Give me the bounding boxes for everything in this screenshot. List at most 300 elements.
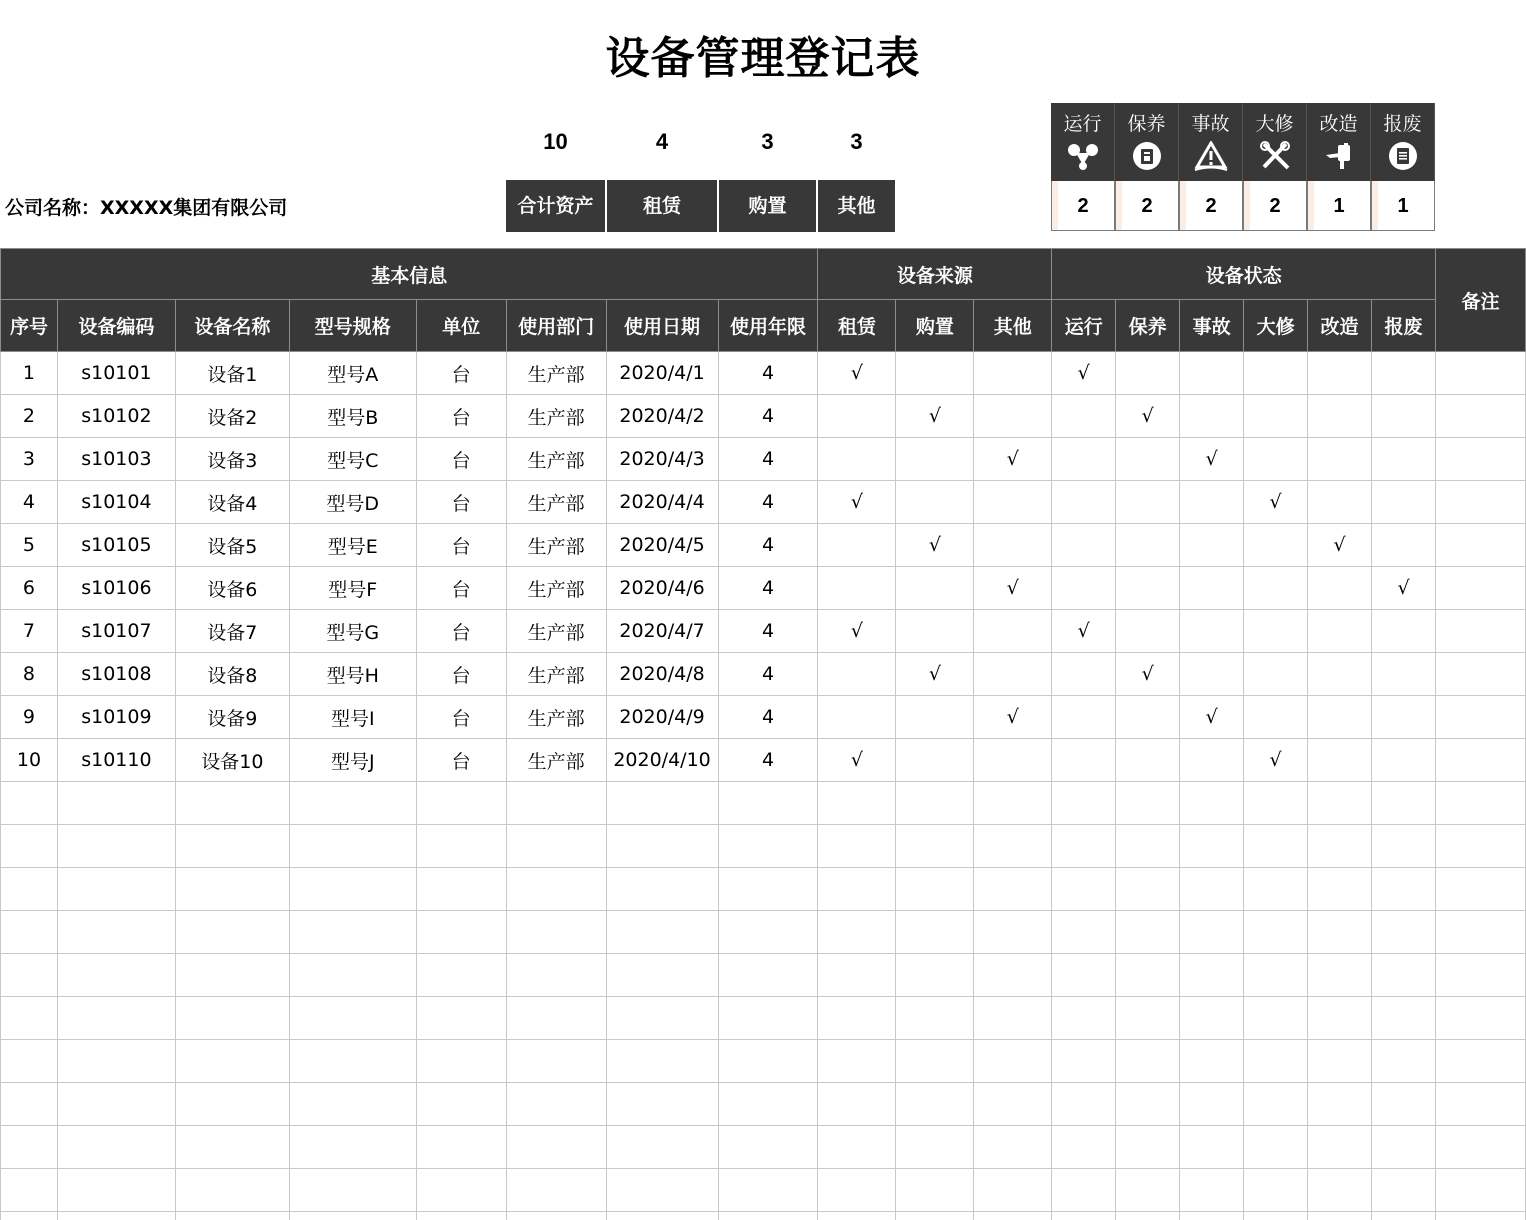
empty-cell[interactable] <box>896 1040 974 1083</box>
table-cell[interactable]: 2020/4/9 <box>606 696 718 739</box>
table-cell[interactable]: √ <box>974 567 1052 610</box>
empty-cell[interactable] <box>1372 954 1436 997</box>
empty-cell[interactable] <box>1052 1212 1116 1220</box>
table-cell[interactable] <box>1244 352 1308 395</box>
empty-cell[interactable] <box>506 1040 606 1083</box>
empty-cell[interactable] <box>289 911 416 954</box>
empty-cell[interactable] <box>818 1083 896 1126</box>
empty-cell[interactable] <box>416 868 506 911</box>
table-cell[interactable] <box>1180 653 1244 696</box>
table-cell[interactable]: s10104 <box>57 481 175 524</box>
table-cell[interactable]: √ <box>1180 438 1244 481</box>
table-cell[interactable]: 4 <box>718 696 818 739</box>
table-cell[interactable]: 4 <box>718 524 818 567</box>
table-cell[interactable]: 型号F <box>289 567 416 610</box>
table-cell[interactable]: 生产部 <box>506 610 606 653</box>
empty-cell[interactable] <box>1244 868 1308 911</box>
table-cell[interactable] <box>974 653 1052 696</box>
empty-cell[interactable] <box>1435 825 1525 868</box>
empty-cell[interactable] <box>1 1169 58 1212</box>
empty-cell[interactable] <box>506 1126 606 1169</box>
empty-cell[interactable] <box>1435 1083 1525 1126</box>
empty-cell[interactable] <box>1372 1169 1436 1212</box>
table-cell[interactable]: 7 <box>1 610 58 653</box>
table-cell[interactable] <box>1052 739 1116 782</box>
empty-cell[interactable] <box>57 954 175 997</box>
empty-cell[interactable] <box>175 782 289 825</box>
empty-cell[interactable] <box>1308 868 1372 911</box>
empty-cell[interactable] <box>289 1126 416 1169</box>
empty-cell[interactable] <box>718 825 818 868</box>
empty-cell[interactable] <box>1435 1169 1525 1212</box>
empty-cell[interactable] <box>416 997 506 1040</box>
table-cell[interactable] <box>818 395 896 438</box>
empty-cell[interactable] <box>506 954 606 997</box>
table-cell[interactable]: 设备4 <box>175 481 289 524</box>
empty-cell[interactable] <box>818 868 896 911</box>
empty-cell[interactable] <box>1180 782 1244 825</box>
empty-cell[interactable] <box>1052 997 1116 1040</box>
table-cell[interactable] <box>1435 438 1525 481</box>
empty-cell[interactable] <box>506 825 606 868</box>
table-cell[interactable] <box>1116 696 1180 739</box>
empty-cell[interactable] <box>1180 954 1244 997</box>
empty-cell[interactable] <box>1116 954 1180 997</box>
table-cell[interactable] <box>1372 352 1436 395</box>
table-cell[interactable]: 2020/4/10 <box>606 739 718 782</box>
empty-cell[interactable] <box>57 782 175 825</box>
table-cell[interactable]: 台 <box>416 610 506 653</box>
table-cell[interactable]: 4 <box>718 610 818 653</box>
table-cell[interactable] <box>1308 438 1372 481</box>
empty-cell[interactable] <box>1372 782 1436 825</box>
table-cell[interactable]: 2020/4/4 <box>606 481 718 524</box>
empty-cell[interactable] <box>818 1040 896 1083</box>
table-cell[interactable] <box>1180 352 1244 395</box>
empty-cell[interactable] <box>1052 1083 1116 1126</box>
empty-cell[interactable] <box>1 1083 58 1126</box>
table-cell[interactable] <box>1180 395 1244 438</box>
empty-cell[interactable] <box>1180 1083 1244 1126</box>
empty-cell[interactable] <box>57 868 175 911</box>
empty-cell[interactable] <box>606 868 718 911</box>
empty-cell[interactable] <box>1372 911 1436 954</box>
empty-cell[interactable] <box>1052 1126 1116 1169</box>
empty-cell[interactable] <box>896 825 974 868</box>
empty-cell[interactable] <box>57 1083 175 1126</box>
empty-cell[interactable] <box>175 1169 289 1212</box>
table-cell[interactable]: 3 <box>1 438 58 481</box>
table-cell[interactable] <box>1052 567 1116 610</box>
table-cell[interactable]: √ <box>1052 352 1116 395</box>
table-cell[interactable]: 台 <box>416 481 506 524</box>
table-cell[interactable]: √ <box>1180 696 1244 739</box>
empty-cell[interactable] <box>1180 1169 1244 1212</box>
table-cell[interactable] <box>896 610 974 653</box>
table-cell[interactable]: √ <box>896 395 974 438</box>
table-cell[interactable]: 设备9 <box>175 696 289 739</box>
table-cell[interactable]: 2020/4/1 <box>606 352 718 395</box>
table-cell[interactable] <box>1308 739 1372 782</box>
table-cell[interactable] <box>974 739 1052 782</box>
table-cell[interactable]: 生产部 <box>506 739 606 782</box>
empty-cell[interactable] <box>1372 1083 1436 1126</box>
empty-cell[interactable] <box>896 954 974 997</box>
empty-cell[interactable] <box>718 1169 818 1212</box>
empty-cell[interactable] <box>1308 1169 1372 1212</box>
empty-cell[interactable] <box>718 1126 818 1169</box>
empty-cell[interactable] <box>1372 868 1436 911</box>
table-cell[interactable] <box>1244 696 1308 739</box>
table-cell[interactable]: 1 <box>1 352 58 395</box>
empty-cell[interactable] <box>416 954 506 997</box>
empty-cell[interactable] <box>1435 782 1525 825</box>
table-cell[interactable]: 台 <box>416 524 506 567</box>
table-cell[interactable] <box>1180 481 1244 524</box>
empty-cell[interactable] <box>974 1083 1052 1126</box>
table-cell[interactable]: 4 <box>718 395 818 438</box>
empty-cell[interactable] <box>175 997 289 1040</box>
empty-cell[interactable] <box>1116 1040 1180 1083</box>
table-cell[interactable]: s10101 <box>57 352 175 395</box>
empty-cell[interactable] <box>1180 911 1244 954</box>
table-cell[interactable]: 型号I <box>289 696 416 739</box>
table-cell[interactable] <box>1308 352 1372 395</box>
empty-cell[interactable] <box>289 1169 416 1212</box>
table-cell[interactable]: 6 <box>1 567 58 610</box>
table-cell[interactable] <box>1244 524 1308 567</box>
empty-cell[interactable] <box>1372 997 1436 1040</box>
empty-cell[interactable] <box>718 997 818 1040</box>
table-cell[interactable] <box>1435 567 1525 610</box>
empty-cell[interactable] <box>1435 954 1525 997</box>
table-cell[interactable]: 2020/4/6 <box>606 567 718 610</box>
table-cell[interactable] <box>974 352 1052 395</box>
empty-cell[interactable] <box>1052 1040 1116 1083</box>
table-cell[interactable] <box>1244 438 1308 481</box>
table-cell[interactable] <box>1372 395 1436 438</box>
table-cell[interactable]: 4 <box>718 567 818 610</box>
empty-cell[interactable] <box>974 782 1052 825</box>
table-cell[interactable] <box>1180 610 1244 653</box>
empty-cell[interactable] <box>818 1169 896 1212</box>
empty-cell[interactable] <box>606 1169 718 1212</box>
empty-cell[interactable] <box>506 782 606 825</box>
empty-cell[interactable] <box>1435 1126 1525 1169</box>
table-cell[interactable]: 设备3 <box>175 438 289 481</box>
empty-cell[interactable] <box>175 1212 289 1220</box>
empty-cell[interactable] <box>974 1212 1052 1220</box>
table-cell[interactable] <box>1308 481 1372 524</box>
empty-cell[interactable] <box>416 1212 506 1220</box>
table-cell[interactable]: 设备2 <box>175 395 289 438</box>
table-cell[interactable] <box>1372 653 1436 696</box>
empty-cell[interactable] <box>1308 1040 1372 1083</box>
empty-cell[interactable] <box>1 954 58 997</box>
empty-cell[interactable] <box>175 1040 289 1083</box>
table-cell[interactable] <box>1372 696 1436 739</box>
table-cell[interactable] <box>818 438 896 481</box>
table-cell[interactable] <box>1372 610 1436 653</box>
table-cell[interactable] <box>1052 395 1116 438</box>
empty-cell[interactable] <box>974 954 1052 997</box>
empty-cell[interactable] <box>1 868 58 911</box>
empty-cell[interactable] <box>606 997 718 1040</box>
table-cell[interactable]: 台 <box>416 438 506 481</box>
empty-cell[interactable] <box>1116 1169 1180 1212</box>
table-cell[interactable]: 生产部 <box>506 395 606 438</box>
table-cell[interactable] <box>1052 438 1116 481</box>
empty-cell[interactable] <box>1372 1040 1436 1083</box>
empty-cell[interactable] <box>818 954 896 997</box>
empty-cell[interactable] <box>1 1126 58 1169</box>
table-cell[interactable] <box>1116 739 1180 782</box>
empty-cell[interactable] <box>416 911 506 954</box>
table-cell[interactable] <box>1308 653 1372 696</box>
empty-cell[interactable] <box>1308 782 1372 825</box>
table-cell[interactable]: 设备7 <box>175 610 289 653</box>
table-cell[interactable] <box>1116 567 1180 610</box>
table-cell[interactable]: 2020/4/8 <box>606 653 718 696</box>
table-cell[interactable] <box>1180 739 1244 782</box>
table-cell[interactable] <box>1308 610 1372 653</box>
table-cell[interactable]: 生产部 <box>506 696 606 739</box>
table-cell[interactable]: 生产部 <box>506 481 606 524</box>
table-cell[interactable]: 型号B <box>289 395 416 438</box>
table-cell[interactable] <box>818 653 896 696</box>
table-cell[interactable]: 设备1 <box>175 352 289 395</box>
table-cell[interactable]: 设备5 <box>175 524 289 567</box>
table-cell[interactable] <box>818 567 896 610</box>
table-cell[interactable] <box>1116 481 1180 524</box>
table-cell[interactable] <box>1116 352 1180 395</box>
table-cell[interactable]: √ <box>896 653 974 696</box>
empty-cell[interactable] <box>289 868 416 911</box>
empty-cell[interactable] <box>57 1126 175 1169</box>
table-cell[interactable] <box>1052 696 1116 739</box>
empty-cell[interactable] <box>1116 911 1180 954</box>
empty-cell[interactable] <box>289 825 416 868</box>
table-cell[interactable]: 2020/4/5 <box>606 524 718 567</box>
empty-cell[interactable] <box>57 1040 175 1083</box>
empty-cell[interactable] <box>1116 1212 1180 1220</box>
empty-cell[interactable] <box>718 868 818 911</box>
empty-cell[interactable] <box>416 1040 506 1083</box>
empty-cell[interactable] <box>818 782 896 825</box>
empty-cell[interactable] <box>1372 1126 1436 1169</box>
empty-cell[interactable] <box>818 997 896 1040</box>
empty-cell[interactable] <box>1244 782 1308 825</box>
empty-cell[interactable] <box>1 825 58 868</box>
empty-cell[interactable] <box>1244 997 1308 1040</box>
table-cell[interactable] <box>1308 696 1372 739</box>
empty-cell[interactable] <box>896 1126 974 1169</box>
empty-cell[interactable] <box>1244 1083 1308 1126</box>
empty-cell[interactable] <box>175 1126 289 1169</box>
table-cell[interactable]: 2 <box>1 395 58 438</box>
table-cell[interactable]: s10107 <box>57 610 175 653</box>
table-cell[interactable]: 10 <box>1 739 58 782</box>
table-cell[interactable] <box>896 438 974 481</box>
table-cell[interactable]: √ <box>1308 524 1372 567</box>
table-cell[interactable] <box>1435 524 1525 567</box>
table-cell[interactable]: 2020/4/3 <box>606 438 718 481</box>
empty-cell[interactable] <box>1 782 58 825</box>
empty-cell[interactable] <box>289 782 416 825</box>
table-cell[interactable] <box>1308 567 1372 610</box>
table-cell[interactable]: 设备10 <box>175 739 289 782</box>
table-cell[interactable]: 台 <box>416 696 506 739</box>
table-cell[interactable] <box>1372 481 1436 524</box>
table-cell[interactable] <box>1052 481 1116 524</box>
empty-cell[interactable] <box>974 868 1052 911</box>
table-cell[interactable] <box>1435 739 1525 782</box>
empty-cell[interactable] <box>718 911 818 954</box>
empty-cell[interactable] <box>606 1126 718 1169</box>
table-cell[interactable] <box>1116 438 1180 481</box>
empty-cell[interactable] <box>1116 868 1180 911</box>
empty-cell[interactable] <box>1 1212 58 1220</box>
table-cell[interactable] <box>818 696 896 739</box>
table-cell[interactable] <box>1435 610 1525 653</box>
empty-cell[interactable] <box>1308 1212 1372 1220</box>
table-cell[interactable] <box>1435 696 1525 739</box>
table-cell[interactable]: 台 <box>416 653 506 696</box>
empty-cell[interactable] <box>1052 782 1116 825</box>
table-cell[interactable] <box>1372 524 1436 567</box>
table-cell[interactable]: √ <box>1116 395 1180 438</box>
table-cell[interactable]: 4 <box>718 438 818 481</box>
empty-cell[interactable] <box>1116 782 1180 825</box>
table-cell[interactable] <box>1308 395 1372 438</box>
empty-cell[interactable] <box>1372 825 1436 868</box>
empty-cell[interactable] <box>1435 911 1525 954</box>
empty-cell[interactable] <box>1244 825 1308 868</box>
table-cell[interactable] <box>1244 653 1308 696</box>
empty-cell[interactable] <box>818 911 896 954</box>
table-cell[interactable] <box>974 481 1052 524</box>
empty-cell[interactable] <box>57 1212 175 1220</box>
empty-cell[interactable] <box>818 1212 896 1220</box>
empty-cell[interactable] <box>1308 997 1372 1040</box>
empty-cell[interactable] <box>175 911 289 954</box>
empty-cell[interactable] <box>606 782 718 825</box>
table-cell[interactable]: √ <box>1244 481 1308 524</box>
empty-cell[interactable] <box>606 1212 718 1220</box>
empty-cell[interactable] <box>718 1040 818 1083</box>
table-cell[interactable] <box>1052 524 1116 567</box>
empty-cell[interactable] <box>416 782 506 825</box>
table-cell[interactable]: s10105 <box>57 524 175 567</box>
empty-cell[interactable] <box>896 782 974 825</box>
table-cell[interactable]: s10103 <box>57 438 175 481</box>
empty-cell[interactable] <box>974 825 1052 868</box>
table-cell[interactable] <box>896 739 974 782</box>
empty-cell[interactable] <box>1244 1126 1308 1169</box>
table-cell[interactable]: √ <box>974 696 1052 739</box>
empty-cell[interactable] <box>506 1169 606 1212</box>
empty-cell[interactable] <box>175 825 289 868</box>
table-cell[interactable]: s10109 <box>57 696 175 739</box>
empty-cell[interactable] <box>175 868 289 911</box>
empty-cell[interactable] <box>974 1040 1052 1083</box>
empty-cell[interactable] <box>1052 1169 1116 1212</box>
empty-cell[interactable] <box>1308 1083 1372 1126</box>
table-cell[interactable]: 台 <box>416 395 506 438</box>
empty-cell[interactable] <box>896 997 974 1040</box>
empty-cell[interactable] <box>718 1083 818 1126</box>
table-cell[interactable] <box>1372 438 1436 481</box>
empty-cell[interactable] <box>289 997 416 1040</box>
table-cell[interactable]: 设备8 <box>175 653 289 696</box>
table-cell[interactable]: s10108 <box>57 653 175 696</box>
empty-cell[interactable] <box>1052 825 1116 868</box>
table-cell[interactable] <box>974 524 1052 567</box>
empty-cell[interactable] <box>1244 954 1308 997</box>
table-cell[interactable]: 型号G <box>289 610 416 653</box>
empty-cell[interactable] <box>1 911 58 954</box>
table-cell[interactable] <box>1435 395 1525 438</box>
empty-cell[interactable] <box>1308 825 1372 868</box>
empty-cell[interactable] <box>818 1126 896 1169</box>
table-cell[interactable]: 2020/4/2 <box>606 395 718 438</box>
table-cell[interactable]: √ <box>896 524 974 567</box>
table-cell[interactable]: 生产部 <box>506 567 606 610</box>
empty-cell[interactable] <box>289 954 416 997</box>
empty-cell[interactable] <box>1308 954 1372 997</box>
table-cell[interactable]: s10106 <box>57 567 175 610</box>
empty-cell[interactable] <box>1244 1040 1308 1083</box>
empty-cell[interactable] <box>1435 1212 1525 1220</box>
empty-cell[interactable] <box>57 825 175 868</box>
empty-cell[interactable] <box>606 1040 718 1083</box>
table-cell[interactable]: 9 <box>1 696 58 739</box>
table-cell[interactable] <box>1180 524 1244 567</box>
empty-cell[interactable] <box>1180 825 1244 868</box>
table-cell[interactable]: 型号J <box>289 739 416 782</box>
empty-cell[interactable] <box>416 1169 506 1212</box>
empty-cell[interactable] <box>974 911 1052 954</box>
empty-cell[interactable] <box>718 782 818 825</box>
empty-cell[interactable] <box>416 1126 506 1169</box>
table-cell[interactable] <box>974 395 1052 438</box>
empty-cell[interactable] <box>1372 1212 1436 1220</box>
table-cell[interactable]: 型号A <box>289 352 416 395</box>
table-cell[interactable]: 型号C <box>289 438 416 481</box>
table-cell[interactable]: √ <box>1244 739 1308 782</box>
empty-cell[interactable] <box>416 1083 506 1126</box>
empty-cell[interactable] <box>1180 1040 1244 1083</box>
empty-cell[interactable] <box>1180 1212 1244 1220</box>
empty-cell[interactable] <box>1435 868 1525 911</box>
empty-cell[interactable] <box>606 954 718 997</box>
table-cell[interactable] <box>896 352 974 395</box>
empty-cell[interactable] <box>506 997 606 1040</box>
empty-cell[interactable] <box>1 997 58 1040</box>
empty-cell[interactable] <box>289 1212 416 1220</box>
table-cell[interactable] <box>896 696 974 739</box>
table-cell[interactable]: √ <box>818 352 896 395</box>
empty-cell[interactable] <box>57 911 175 954</box>
table-cell[interactable]: 4 <box>718 352 818 395</box>
table-cell[interactable]: 2020/4/7 <box>606 610 718 653</box>
table-cell[interactable]: 生产部 <box>506 438 606 481</box>
table-cell[interactable]: s10110 <box>57 739 175 782</box>
empty-cell[interactable] <box>1435 1040 1525 1083</box>
table-cell[interactable] <box>1116 524 1180 567</box>
table-cell[interactable]: √ <box>1052 610 1116 653</box>
table-cell[interactable]: √ <box>974 438 1052 481</box>
